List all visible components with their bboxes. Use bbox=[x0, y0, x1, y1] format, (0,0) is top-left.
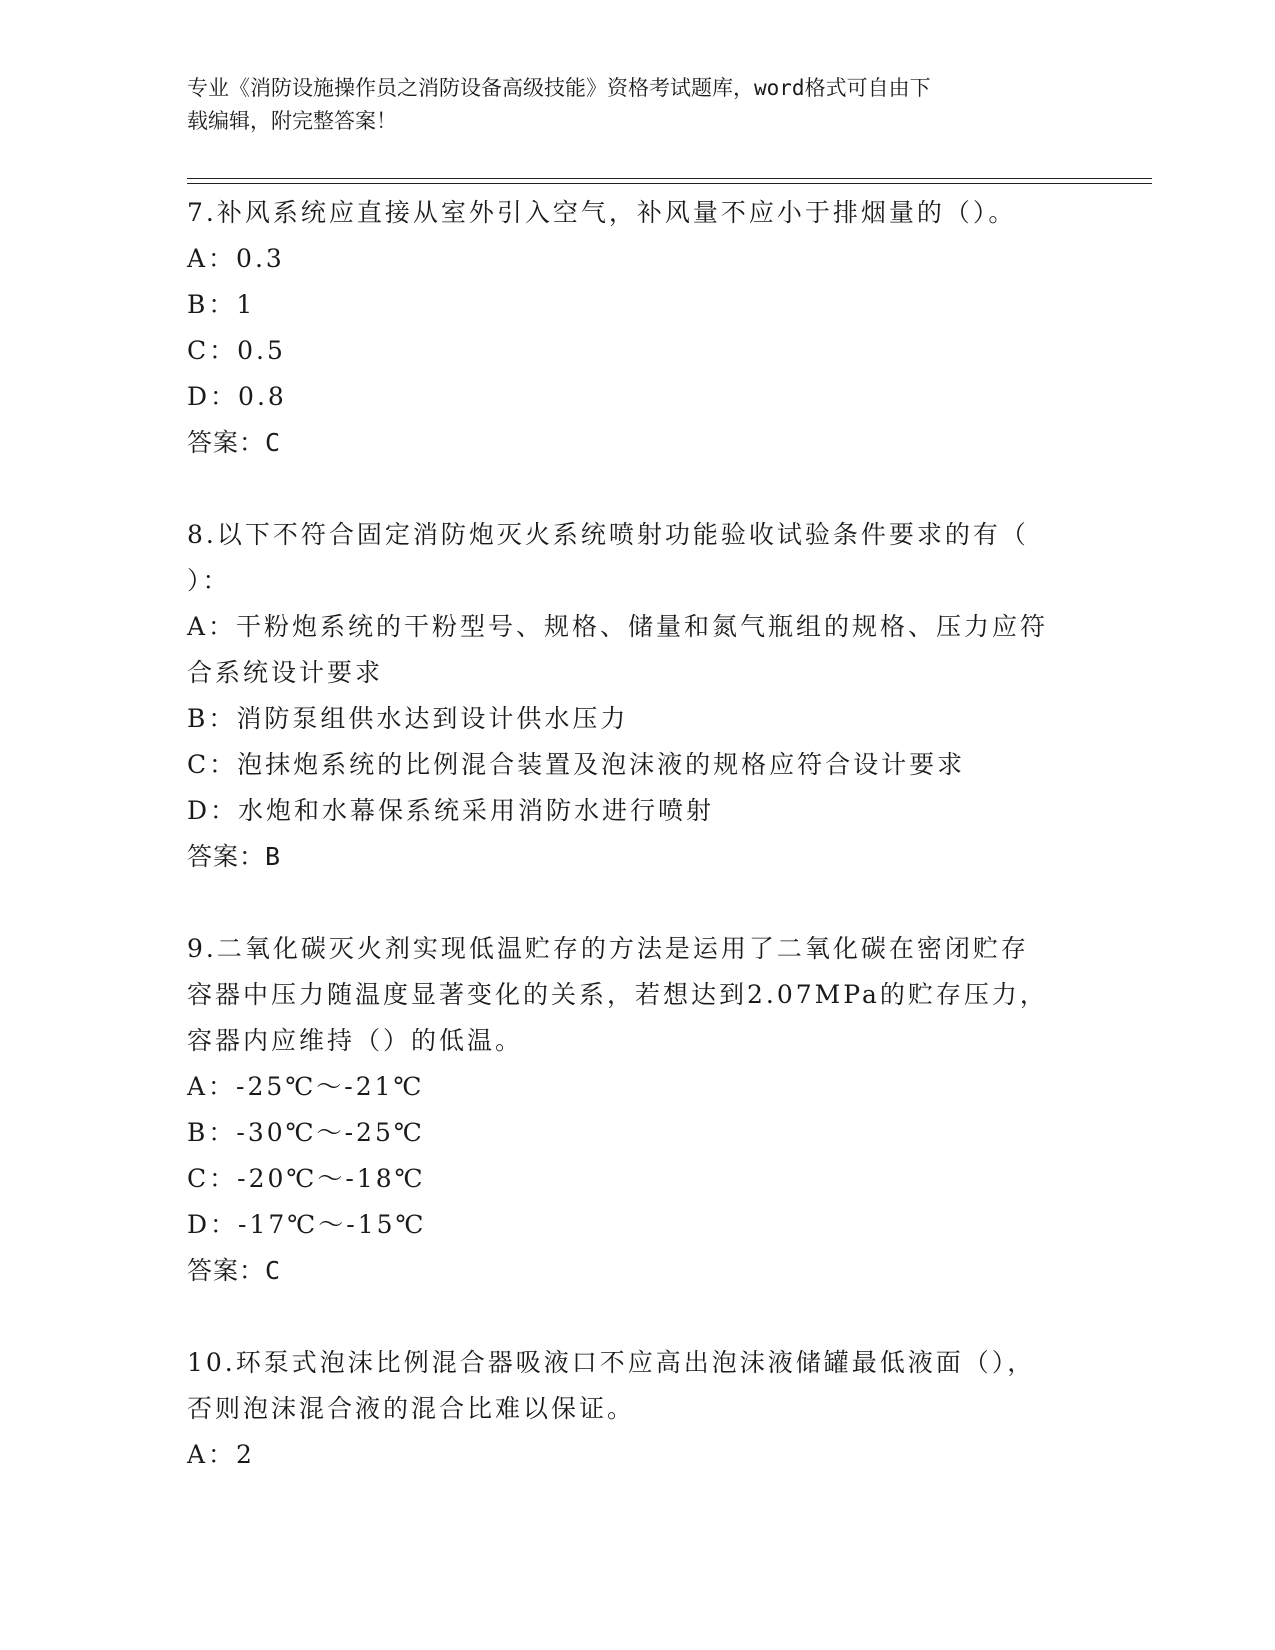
option-a: A：-25℃～-21℃ bbox=[187, 1072, 425, 1101]
answer: 答案：C bbox=[187, 1256, 282, 1285]
question-title-line-1: 8.以下不符合固定消防炮灭火系统喷射功能验收试验条件要求的有（ bbox=[187, 520, 1029, 549]
question-title-line-2: 容器中压力随温度显著变化的关系，若想达到2.07MPa的贮存压力， bbox=[187, 980, 1048, 1009]
option-a: A：0.3 bbox=[187, 244, 285, 273]
document-header bbox=[187, 72, 1067, 138]
option-d: D：0.8 bbox=[187, 382, 287, 411]
answer: 答案：C bbox=[187, 428, 282, 457]
header-divider-bottom bbox=[187, 183, 1152, 184]
question-title-line-2: ）： bbox=[187, 566, 231, 595]
option-c: C：-20℃～-18℃ bbox=[187, 1164, 426, 1193]
option-b: B：消防泵组供水达到设计供水压力 bbox=[187, 704, 629, 733]
option-a-line-1: A：干粉炮系统的干粉型号、规格、储量和氮气瓶组的规格、压力应符 bbox=[187, 612, 1049, 641]
question-10 bbox=[187, 1340, 1087, 1478]
question-list bbox=[187, 190, 1087, 1478]
option-d: D：水炮和水幕保系统采用消防水进行喷射 bbox=[187, 796, 715, 825]
answer: 答案：B bbox=[187, 842, 282, 871]
option-d: D：-17℃～-15℃ bbox=[187, 1210, 427, 1239]
question-7 bbox=[187, 190, 1087, 466]
option-c: C：0.5 bbox=[187, 336, 286, 365]
option-c: C：泡抹炮系统的比例混合装置及泡沫液的规格应符合设计要求 bbox=[187, 750, 966, 779]
question-title: 7.补风系统应直接从室外引入空气，补风量不应小于排烟量的（）。 bbox=[187, 198, 1017, 227]
option-a: A：2 bbox=[187, 1440, 255, 1469]
header-line-1: 专业《消防设施操作员之消防设备高级技能》资格考试题库，word格式可自由下 bbox=[187, 76, 931, 100]
question-9 bbox=[187, 926, 1087, 1294]
option-b: B：-30℃～-25℃ bbox=[187, 1118, 425, 1147]
header-divider-top bbox=[187, 178, 1152, 179]
option-a-line-2: 合系统设计要求 bbox=[187, 658, 384, 687]
question-title-line-1: 10.环泵式泡沫比例混合器吸液口不应高出泡沫液储罐最低液面（）， bbox=[187, 1348, 1036, 1377]
question-title-line-1: 9.二氧化碳灭火剂实现低温贮存的方法是运用了二氧化碳在密闭贮存 bbox=[187, 934, 1029, 963]
question-title-line-3: 容器内应维持（）的低温。 bbox=[187, 1026, 524, 1055]
question-8 bbox=[187, 512, 1087, 880]
option-b: B：1 bbox=[187, 290, 256, 319]
question-title-line-2: 否则泡沫混合液的混合比难以保证。 bbox=[187, 1394, 636, 1423]
header-line-2: 载编辑，附完整答案！ bbox=[187, 109, 397, 133]
